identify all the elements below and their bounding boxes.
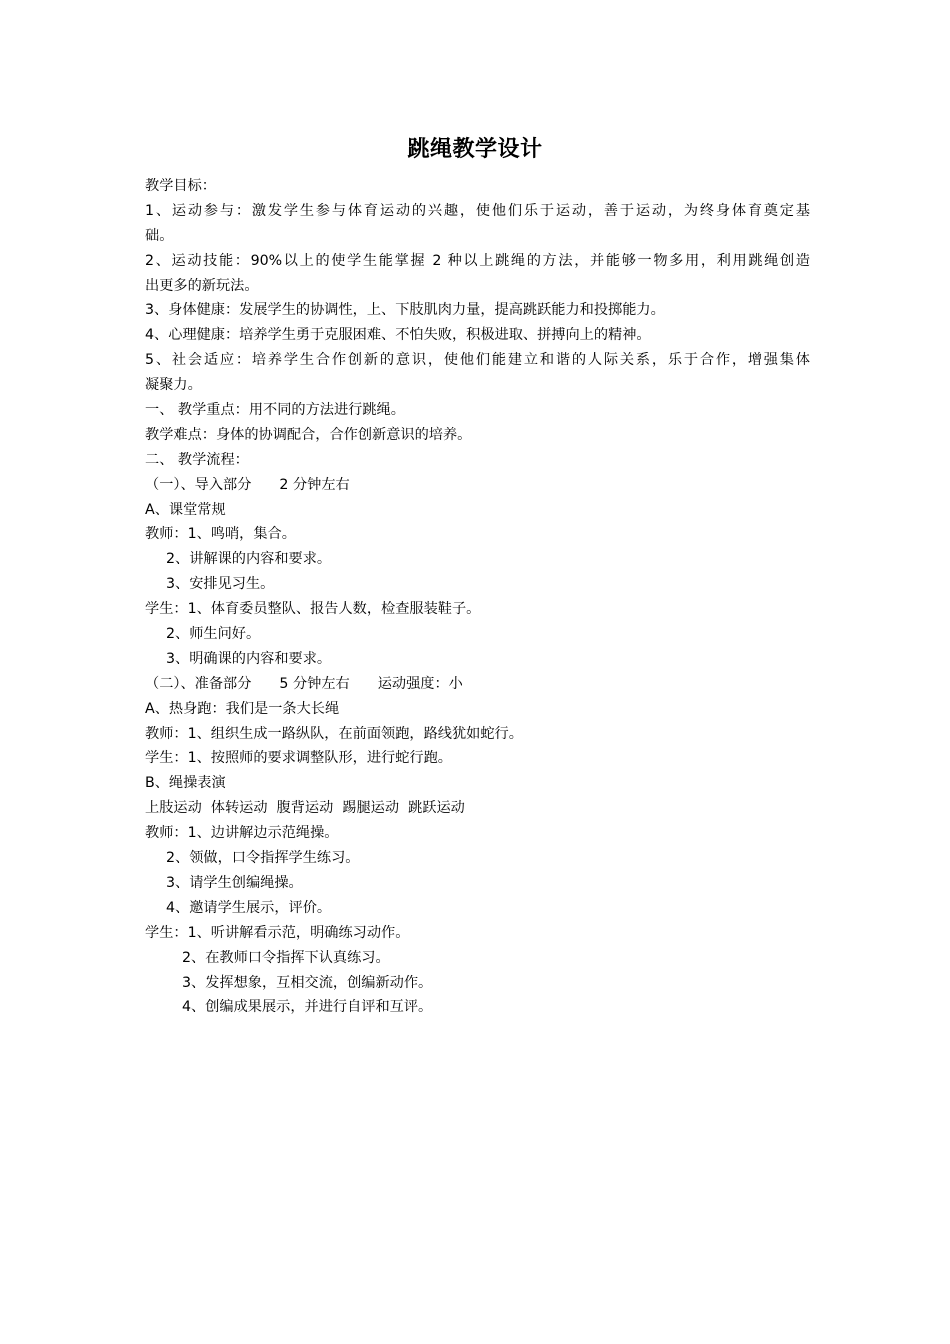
part-1-heading: [145, 473, 810, 498]
part-2-section-b: B、绳操表演: [145, 775, 226, 792]
part-2-teacher-b-4: 4、邀请学生展示，评价。: [166, 899, 332, 916]
part-2-teacher-1: 教师：1、组织生成一路纵队，在前面领跑，路线犹如蛇行。: [145, 725, 523, 742]
difficulty: 教学难点：身体的协调配合，合作创新意识的培养。: [145, 426, 472, 443]
document-body: [145, 174, 810, 1020]
part-2-student-b-1: 学生：1、听讲解看示范，明确练习动作。: [145, 924, 410, 941]
part-1-student-3: 3、明确课的内容和要求。: [166, 650, 332, 667]
goal-4: 4、心理健康：培养学生勇于克服困难、不怕失败，积极进取、拼搏向上的精神。: [145, 327, 651, 344]
part-2-teacher-b-3: 3、请学生创编绳操。: [166, 874, 303, 891]
part-2-teacher-b-2: 2、领做，口令指挥学生练习。: [166, 850, 360, 867]
part-1-name: （一）、导入部分: [145, 476, 252, 493]
part-2-student-b-4: 4、创编成果展示，并进行自评和互评。: [182, 999, 433, 1016]
goal-5-line-2: 凝聚力。: [145, 377, 202, 394]
part-2-name: （二）、准备部分: [145, 675, 252, 692]
part-2-student-1: 学生：1、按照师的要求调整队形，进行蛇行跑。: [145, 750, 452, 767]
part-1-teacher-2: 2、讲解课的内容和要求。: [166, 551, 332, 568]
part-2-moves: 上肢运动 体转运动 腹背运动 踢腿运动 跳跃运动: [145, 800, 465, 817]
goal-2-line-2: 出更多的新玩法。: [145, 277, 259, 294]
part-1-student-2: 2、师生问好。: [166, 626, 261, 643]
part-2-intensity: 运动强度：小: [377, 675, 463, 692]
goal-5-line-1: 5、社会适应：培养学生合作创新的意识，使他们能建立和谐的人际关系，乐于合作，增强集体: [145, 352, 810, 369]
part-1-section-a: A、课堂常规: [145, 501, 226, 518]
part-2-heading: [145, 672, 810, 697]
part-2-teacher-b-1: 教师：1、边讲解边示范绳操。: [145, 825, 339, 842]
document-title: 跳绳教学设计: [407, 137, 543, 162]
goals-heading: 教学目标：: [145, 178, 216, 194]
part-1-time: 2 分钟左右: [279, 476, 350, 493]
goal-2-line-1: 2、运动技能：90%以上的使学生能掌握 2 种以上跳绳的方法，并能够一物多用，利用跳绳创造: [145, 252, 810, 269]
part-2-student-b-2: 2、在教师口令指挥下认真练习。: [182, 949, 390, 966]
part-1-student-1: 学生：1、体育委员整队、报告人数，检查服装鞋子。: [145, 601, 481, 618]
part-1-teacher-3: 3、安排见习生。: [166, 576, 275, 593]
part-2-student-b-3: 3、发挥想象，互相交流，创编新动作。: [182, 974, 433, 991]
part-2-time: 5 分钟左右: [279, 675, 350, 692]
part-1-teacher-1: 教师：1、鸣哨，集合。: [145, 526, 296, 543]
goal-3: 3、身体健康：发展学生的协调性，上、下肢肌肉力量，提高跳跃能力和投掷能力。: [145, 302, 665, 319]
part-2-section-a: A、热身跑：我们是一条大长绳: [145, 700, 340, 717]
goal-1-line-1: 1、运动参与：激发学生参与体育运动的兴趣，使他们乐于运动，善于运动，为终身体育奠定基: [145, 202, 810, 219]
goal-1-line-2: 础。: [145, 227, 174, 244]
key-point: 一、 教学重点：用不同的方法进行跳绳。: [145, 402, 405, 419]
process-heading: 二、 教学流程：: [145, 451, 249, 468]
